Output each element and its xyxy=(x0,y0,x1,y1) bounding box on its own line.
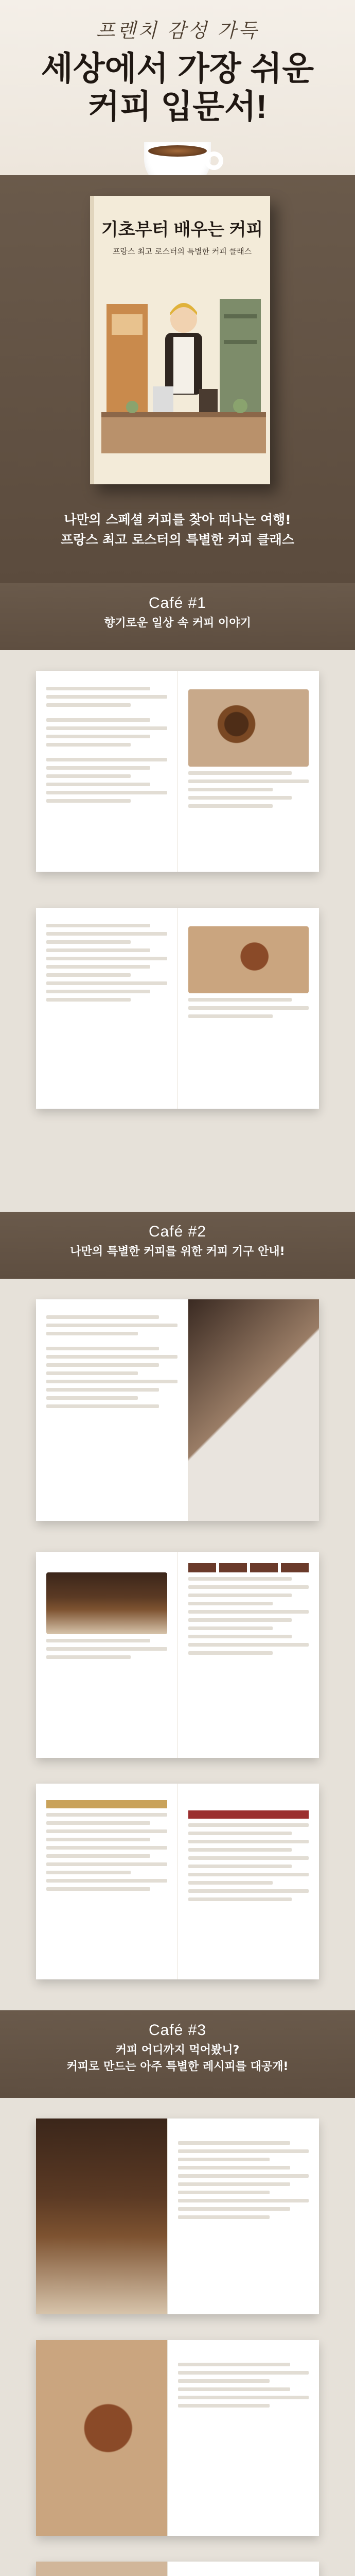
section-cafe-1-spreads xyxy=(0,650,355,1212)
book-spread xyxy=(36,1552,319,1758)
section-cafe-1-header xyxy=(0,583,355,650)
section-cafe-label: Café #1 xyxy=(148,595,207,612)
section-cafe-2-header xyxy=(0,1212,355,1279)
section-cafe-2-spreads xyxy=(0,1279,355,2010)
barista-illustration xyxy=(101,283,266,453)
tagline-line-1: 나만의 스페셜 커피를 찾아 떠나는 여행! xyxy=(64,512,291,527)
coffee-spoon-image xyxy=(188,926,309,993)
book-page xyxy=(167,2562,319,2576)
section-cafe-label: Café #2 xyxy=(148,1223,207,1240)
book-page xyxy=(36,1299,188,1521)
book-page xyxy=(36,1552,177,1758)
dessert-spoon-photo xyxy=(36,2340,167,2536)
tagline-line-2: 프랑스 최고 로스터의 특별한 커피 클래스 xyxy=(60,532,295,547)
section-subtitle: 나만의 특별한 커피를 위한 커피 기구 안내! xyxy=(70,1245,285,1258)
coffee-pan-photo xyxy=(36,2562,167,2576)
roaster-photo xyxy=(46,1572,167,1634)
book-spread-table xyxy=(36,1784,319,1979)
section-cafe-3-spreads xyxy=(0,2098,355,2576)
section-cafe-label: Café #3 xyxy=(148,2022,207,2039)
section-subtitle: 향기로운 일상 속 커피 이야기 xyxy=(104,617,251,630)
book-spread xyxy=(36,1299,319,1521)
script-title: 프렌치 감성 가득 xyxy=(96,19,259,42)
book-page xyxy=(167,2340,319,2536)
headline xyxy=(0,50,355,126)
headline-line-1: 세상에서 가장 쉬운 xyxy=(41,50,314,87)
book-spread xyxy=(36,2340,319,2536)
section-cafe-3-header xyxy=(0,2010,355,2098)
chemex-photo xyxy=(188,1299,319,1521)
book-spread xyxy=(36,2119,319,2314)
book-spread xyxy=(36,908,319,1109)
book-spread xyxy=(36,2562,319,2576)
hero-section xyxy=(0,0,355,583)
table-header xyxy=(188,1563,309,1572)
book-page xyxy=(177,671,319,872)
book-page xyxy=(177,1784,319,1979)
hero-header xyxy=(0,0,355,175)
book-page xyxy=(177,1552,319,1758)
book-page xyxy=(177,908,319,1109)
book-title: 기초부터 배우는 커피 xyxy=(101,220,263,240)
book-cover xyxy=(90,196,270,484)
book-spread xyxy=(36,671,319,872)
book-subtitle: 프랑스 최고 로스터의 특별한 커피 클래스 xyxy=(112,247,252,256)
chocolate-cake-photo xyxy=(36,2119,167,2314)
coffee-beans-image xyxy=(188,689,309,767)
book-page xyxy=(36,908,177,1109)
book-page xyxy=(36,1784,177,1979)
book-page xyxy=(167,2119,319,2314)
headline-line-2: 커피 입문서! xyxy=(87,88,268,125)
hero-tagline xyxy=(0,510,355,550)
section-subtitle: 커피 어디까지 먹어봤니? 커피로 만드는 아주 특별한 레시피를 대공개! xyxy=(66,2044,289,2073)
book-page xyxy=(36,671,177,872)
book-cover-band xyxy=(0,175,355,583)
